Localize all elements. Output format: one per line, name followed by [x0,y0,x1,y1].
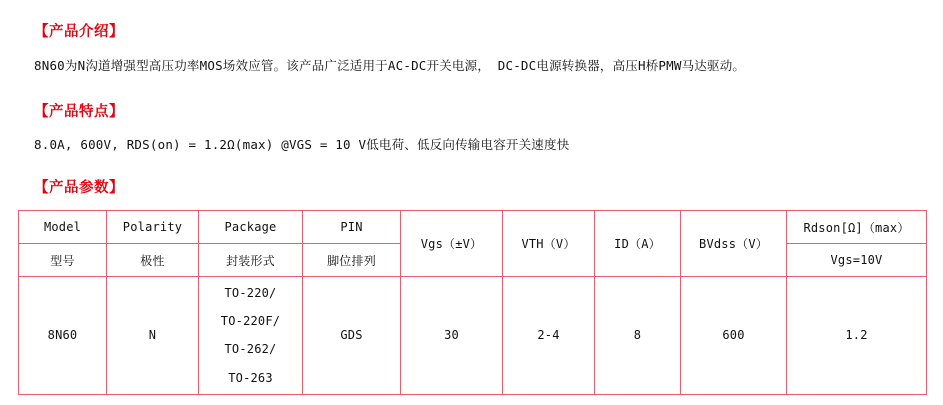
table-header-rdson-condition: Vgs=10V [787,244,927,277]
cell-package [199,277,303,395]
product-params-heading: 【产品参数】 [34,180,124,196]
table-header-id: ID（A） [595,211,681,277]
table-header-model-en: Model [19,211,107,244]
package-line: TO-262/ [224,342,277,357]
table-row-header-en [19,211,927,244]
cell-rdson: 1.2 [787,277,927,395]
cell-bvdss: 600 [681,277,787,395]
product-intro-text: 8N60为N沟道增强型高压功率MOS场效应管。该产品广泛适用于AC-DC开关电源， DC-DC电源转换器，高压H桥PMW马达驱动。 [34,58,746,73]
cell-polarity: N [107,277,199,395]
table-header-vth: VTH（V） [503,211,595,277]
table-header-rdson: Rdson[Ω]（max） [787,211,927,244]
spec-table-container [18,210,926,395]
product-features-heading: 【产品特点】 [34,104,124,120]
package-line-list [202,279,299,392]
package-line: TO-263 [228,370,273,385]
product-intro-heading: 【产品介绍】 [34,24,124,40]
table-header-pin-cn: 脚位排列 [303,244,401,277]
package-line: TO-220/ [224,286,277,300]
spec-table [18,210,927,395]
table-header-bvdss: BVdss（V） [681,211,787,277]
table-header-polarity-cn: 极性 [107,244,199,277]
table-row [19,277,927,395]
table-header-polarity-en: Polarity [107,211,199,244]
product-features-text: 8.0A, 600V, RDS(on) = 1.2Ω(max) @VGS = 10 V低电荷、低反向传输电容开关速度快 [34,137,570,152]
table-header-pin-en: PIN [303,211,401,244]
cell-pin: GDS [303,277,401,395]
cell-vgs: 30 [401,277,503,395]
table-header-package-cn: 封装形式 [199,244,303,277]
cell-id: 8 [595,277,681,395]
package-line: TO-220F/ [220,314,281,329]
table-header-vgs: Vgs（±V） [401,211,503,277]
table-header-model-cn: 型号 [19,244,107,277]
table-header-package-en: Package [199,211,303,244]
cell-vth: 2-4 [503,277,595,395]
cell-model: 8N60 [19,277,107,395]
